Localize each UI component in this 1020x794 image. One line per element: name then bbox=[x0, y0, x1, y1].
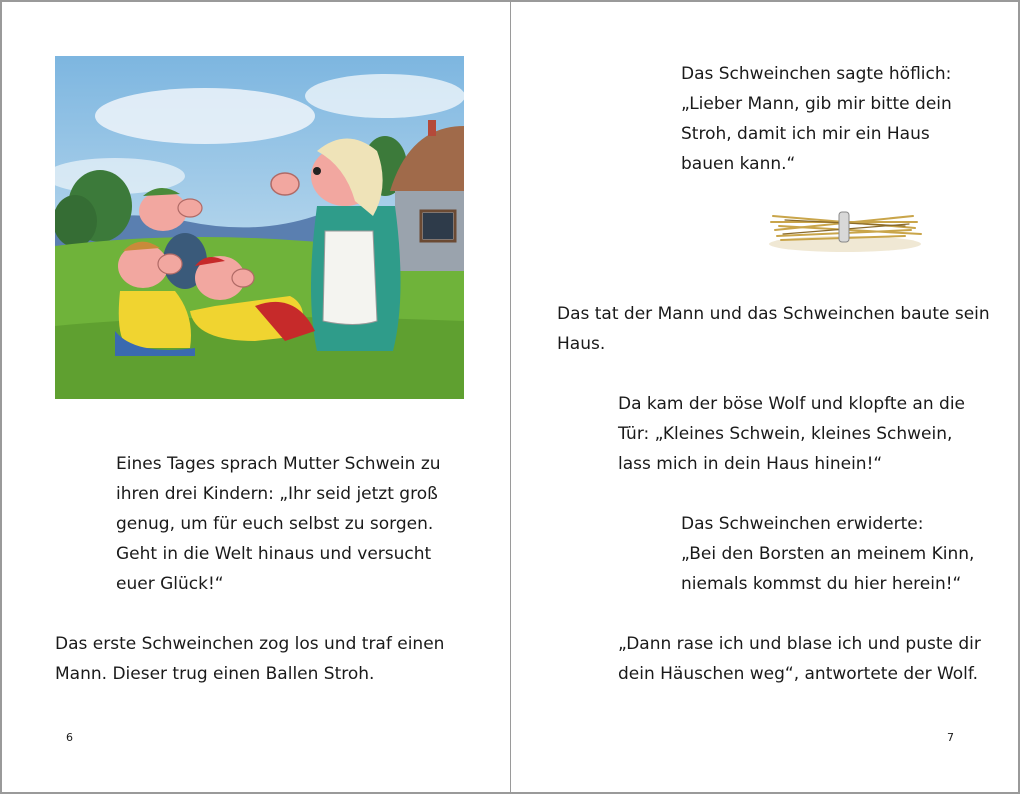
page-number: 7 bbox=[947, 731, 954, 744]
story-text-line: „Dann rase ich und blase ich und puste dir bbox=[618, 634, 981, 654]
story-text-line: Mann. Dieser trug einen Ballen Stroh. bbox=[55, 664, 375, 684]
story-text-line: Haus. bbox=[557, 334, 606, 354]
straw-bundle-icon bbox=[765, 200, 925, 256]
right-page bbox=[510, 0, 1020, 794]
story-text-line: Eines Tages sprach Mutter Schwein zu bbox=[116, 454, 441, 474]
story-text-line: dein Häuschen weg“, antwortete der Wolf. bbox=[618, 664, 979, 684]
story-text-line: euer Glück!“ bbox=[116, 574, 224, 594]
story-text-line: Geht in die Welt hinaus und versucht bbox=[116, 544, 432, 564]
page-number: 6 bbox=[66, 731, 73, 744]
story-text-line: Da kam der böse Wolf und klopfte an die bbox=[618, 394, 966, 414]
story-text-line: Tür: „Kleines Schwein, kleines Schwein, bbox=[618, 424, 953, 444]
story-text-line: genug, um für euch selbst zu sorgen. bbox=[116, 514, 434, 534]
story-text-line: niemals kommst du hier herein!“ bbox=[681, 574, 962, 594]
story-text-line: bauen kann.“ bbox=[681, 154, 796, 174]
story-text-line: „Lieber Mann, gib mir bitte dein bbox=[681, 94, 952, 114]
story-text-line: Das erste Schweinchen zog los und traf einen bbox=[55, 634, 445, 654]
story-text-line: Das Schweinchen erwiderte: bbox=[681, 514, 924, 534]
story-text-line: Stroh, damit ich mir ein Haus bbox=[681, 124, 930, 144]
story-text-line: lass mich in dein Haus hinein!“ bbox=[618, 454, 883, 474]
story-text-line: ihren drei Kindern: „Ihr seid jetzt groß bbox=[116, 484, 438, 504]
illustration-mother-pig-and-piglets bbox=[55, 56, 464, 399]
story-text-line: „Bei den Borsten an meinem Kinn, bbox=[681, 544, 975, 564]
story-text-line: Das Schweinchen sagte höflich: bbox=[681, 64, 952, 84]
story-text-line: Das tat der Mann und das Schweinchen baute sein bbox=[557, 304, 990, 324]
